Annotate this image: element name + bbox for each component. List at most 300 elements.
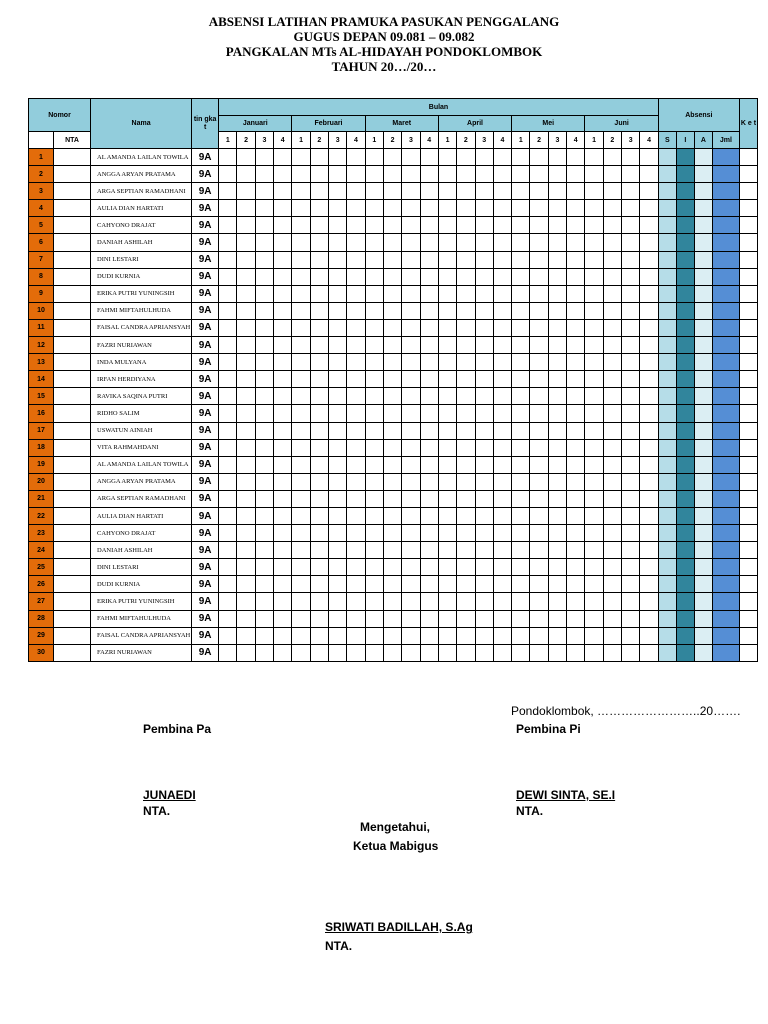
week-cell [475, 388, 493, 405]
week-cell [274, 388, 292, 405]
nta-cell [54, 542, 91, 559]
week-cell [255, 644, 273, 661]
week-cell [640, 644, 659, 661]
week-cell [420, 319, 438, 336]
absensi-jml-cell [712, 439, 739, 456]
nta-cell [54, 559, 91, 576]
week-cell [420, 473, 438, 490]
week-cell [603, 593, 621, 610]
week-cell [438, 371, 456, 388]
week-cell [219, 149, 237, 166]
week-cell [493, 490, 511, 507]
week-cell [622, 542, 640, 559]
nta-cell [54, 439, 91, 456]
week-cell [274, 285, 292, 302]
week-cell [603, 268, 621, 285]
week-cell [603, 302, 621, 319]
week-cell [365, 285, 383, 302]
absensi-i-cell [676, 422, 694, 439]
week-cell [237, 490, 255, 507]
week-cell [475, 166, 493, 183]
week-cell [585, 644, 603, 661]
week-cell [292, 251, 310, 268]
week-cell [219, 354, 237, 371]
week-cell [622, 183, 640, 200]
absensi-a-cell [694, 507, 712, 524]
week-cell [292, 473, 310, 490]
week-cell [493, 302, 511, 319]
week-cell [567, 422, 585, 439]
week-cell [255, 473, 273, 490]
week-cell [512, 354, 530, 371]
week-cell [383, 627, 401, 644]
table-row [29, 217, 758, 234]
header-week: 4 [567, 132, 585, 149]
absensi-i-cell [676, 217, 694, 234]
week-cell [603, 439, 621, 456]
week-cell [219, 388, 237, 405]
week-cell [402, 490, 420, 507]
student-name: DUDI KURNIA [91, 576, 192, 593]
student-name: ANGGA ARYAN PRATAMA [91, 473, 192, 490]
table-row [29, 644, 758, 661]
row-number: 24 [29, 542, 54, 559]
week-cell [292, 183, 310, 200]
week-cell [622, 285, 640, 302]
week-cell [292, 149, 310, 166]
absensi-s-cell [658, 354, 676, 371]
absensi-s-cell [658, 285, 676, 302]
week-cell [512, 439, 530, 456]
week-cell [493, 166, 511, 183]
week-cell [383, 610, 401, 627]
week-cell [438, 354, 456, 371]
week-cell [475, 354, 493, 371]
week-cell [548, 422, 566, 439]
week-cell [457, 507, 475, 524]
row-number: 4 [29, 200, 54, 217]
absensi-jml-cell [712, 354, 739, 371]
absensi-s-cell [658, 525, 676, 542]
week-cell [219, 200, 237, 217]
absensi-jml-cell [712, 422, 739, 439]
week-cell [622, 559, 640, 576]
week-cell [512, 337, 530, 354]
row-number: 20 [29, 473, 54, 490]
week-cell [622, 422, 640, 439]
absensi-a-cell [694, 302, 712, 319]
week-cell [402, 319, 420, 336]
week-cell [548, 371, 566, 388]
week-cell [383, 542, 401, 559]
table-row [29, 593, 758, 610]
week-cell [567, 525, 585, 542]
week-cell [383, 354, 401, 371]
week-cell [548, 149, 566, 166]
week-cell [457, 439, 475, 456]
week-cell [512, 405, 530, 422]
header-nama: Nama [91, 99, 192, 149]
week-cell [219, 422, 237, 439]
week-cell [512, 456, 530, 473]
week-cell [383, 268, 401, 285]
week-cell [420, 166, 438, 183]
student-name: AL AMANDA LAILAN TOWILA [91, 149, 192, 166]
week-cell [255, 285, 273, 302]
week-cell [622, 593, 640, 610]
week-cell [438, 183, 456, 200]
row-number: 6 [29, 234, 54, 251]
week-cell [493, 456, 511, 473]
week-cell [512, 507, 530, 524]
week-cell [475, 217, 493, 234]
week-cell [457, 217, 475, 234]
table-row [29, 576, 758, 593]
absensi-jml-cell [712, 234, 739, 251]
absensi-jml-cell [712, 559, 739, 576]
row-number: 8 [29, 268, 54, 285]
table-row [29, 319, 758, 336]
week-cell [640, 422, 659, 439]
week-cell [530, 337, 548, 354]
week-cell [310, 302, 328, 319]
week-cell [347, 183, 365, 200]
student-tingkat: 9A [192, 610, 219, 627]
week-cell [438, 439, 456, 456]
absensi-s-cell [658, 542, 676, 559]
week-cell [347, 166, 365, 183]
week-cell [530, 644, 548, 661]
ket-cell [739, 354, 757, 371]
week-cell [493, 610, 511, 627]
absensi-a-cell [694, 251, 712, 268]
week-cell [475, 422, 493, 439]
week-cell [640, 610, 659, 627]
absensi-s-cell [658, 302, 676, 319]
week-cell [622, 627, 640, 644]
week-cell [493, 217, 511, 234]
absensi-jml-cell [712, 456, 739, 473]
week-cell [310, 251, 328, 268]
absensi-a-cell [694, 234, 712, 251]
week-cell [640, 627, 659, 644]
week-cell [237, 593, 255, 610]
week-cell [438, 285, 456, 302]
ket-cell [739, 456, 757, 473]
pembina-pi-nta: NTA. [516, 804, 544, 818]
student-tingkat: 9A [192, 405, 219, 422]
week-cell [475, 456, 493, 473]
week-cell [329, 217, 347, 234]
week-cell [548, 439, 566, 456]
nta-cell [54, 354, 91, 371]
absensi-a-cell [694, 576, 712, 593]
absensi-i-cell [676, 593, 694, 610]
week-cell [548, 319, 566, 336]
week-cell [640, 200, 659, 217]
absensi-a-cell [694, 542, 712, 559]
week-cell [548, 200, 566, 217]
week-cell [237, 576, 255, 593]
week-cell [329, 337, 347, 354]
week-cell [475, 644, 493, 661]
week-cell [585, 319, 603, 336]
row-number: 30 [29, 644, 54, 661]
week-cell [329, 576, 347, 593]
nta-cell [54, 337, 91, 354]
week-cell [310, 473, 328, 490]
week-cell [402, 285, 420, 302]
week-cell [585, 337, 603, 354]
week-cell [329, 251, 347, 268]
week-cell [292, 371, 310, 388]
table-row [29, 166, 758, 183]
absensi-i-cell [676, 166, 694, 183]
absensi-jml-cell [712, 200, 739, 217]
week-cell [383, 183, 401, 200]
week-cell [548, 354, 566, 371]
header-week: 1 [585, 132, 603, 149]
absensi-jml-cell [712, 627, 739, 644]
week-cell [292, 576, 310, 593]
week-cell [420, 354, 438, 371]
week-cell [622, 149, 640, 166]
week-cell [402, 371, 420, 388]
header-bulan: Bulan [219, 99, 659, 116]
week-cell [585, 371, 603, 388]
week-cell [365, 576, 383, 593]
absensi-jml-cell [712, 302, 739, 319]
nta-cell [54, 422, 91, 439]
week-cell [567, 559, 585, 576]
student-name: ERIKA PUTRI YUNINGSIH [91, 285, 192, 302]
week-cell [457, 302, 475, 319]
week-cell [329, 371, 347, 388]
ket-cell [739, 644, 757, 661]
week-cell [274, 525, 292, 542]
week-cell [383, 388, 401, 405]
week-cell [530, 490, 548, 507]
week-cell [603, 217, 621, 234]
absensi-i-cell [676, 371, 694, 388]
absensi-s-cell [658, 319, 676, 336]
week-cell [567, 644, 585, 661]
week-cell [219, 627, 237, 644]
week-cell [457, 644, 475, 661]
week-cell [255, 559, 273, 576]
week-cell [585, 525, 603, 542]
row-number: 28 [29, 610, 54, 627]
header-absensi-a: A [694, 132, 712, 149]
week-cell [274, 337, 292, 354]
week-cell [640, 490, 659, 507]
absensi-i-cell [676, 251, 694, 268]
absensi-i-cell [676, 183, 694, 200]
week-cell [219, 234, 237, 251]
absensi-jml-cell [712, 525, 739, 542]
week-cell [640, 559, 659, 576]
week-cell [457, 456, 475, 473]
week-cell [274, 542, 292, 559]
week-cell [347, 268, 365, 285]
week-cell [420, 576, 438, 593]
week-cell [438, 388, 456, 405]
nta-cell [54, 183, 91, 200]
week-cell [219, 183, 237, 200]
week-cell [475, 268, 493, 285]
week-cell [420, 422, 438, 439]
week-cell [402, 234, 420, 251]
week-cell [548, 166, 566, 183]
week-cell [640, 525, 659, 542]
week-cell [237, 559, 255, 576]
header-week: 3 [622, 132, 640, 149]
student-tingkat: 9A [192, 388, 219, 405]
week-cell [420, 200, 438, 217]
absensi-s-cell [658, 217, 676, 234]
week-cell [292, 217, 310, 234]
week-cell [567, 302, 585, 319]
week-cell [420, 337, 438, 354]
absensi-i-cell [676, 405, 694, 422]
week-cell [420, 507, 438, 524]
week-cell [292, 337, 310, 354]
week-cell [603, 337, 621, 354]
absensi-s-cell [658, 183, 676, 200]
week-cell [347, 302, 365, 319]
week-cell [585, 610, 603, 627]
week-cell [274, 354, 292, 371]
week-cell [310, 422, 328, 439]
week-cell [402, 166, 420, 183]
week-cell [530, 354, 548, 371]
week-cell [255, 422, 273, 439]
week-cell [548, 610, 566, 627]
week-cell [402, 302, 420, 319]
week-cell [347, 337, 365, 354]
ket-cell [739, 490, 757, 507]
week-cell [567, 166, 585, 183]
week-cell [548, 183, 566, 200]
week-cell [512, 644, 530, 661]
week-cell [530, 422, 548, 439]
week-cell [274, 302, 292, 319]
table-row [29, 200, 758, 217]
week-cell [329, 405, 347, 422]
student-name: AULIA DIAN HARTATI [91, 507, 192, 524]
week-cell [512, 149, 530, 166]
week-cell [530, 559, 548, 576]
week-cell [530, 473, 548, 490]
student-name: CAHYONO DRAJAT [91, 525, 192, 542]
week-cell [567, 507, 585, 524]
week-cell [347, 644, 365, 661]
nta-cell [54, 456, 91, 473]
week-cell [567, 337, 585, 354]
week-cell [438, 319, 456, 336]
week-cell [237, 405, 255, 422]
week-cell [292, 302, 310, 319]
week-cell [585, 559, 603, 576]
week-cell [219, 217, 237, 234]
week-cell [603, 388, 621, 405]
week-cell [347, 525, 365, 542]
week-cell [438, 473, 456, 490]
week-cell [383, 302, 401, 319]
week-cell [438, 251, 456, 268]
week-cell [255, 217, 273, 234]
week-cell [310, 627, 328, 644]
header-nta: NTA [54, 132, 91, 149]
week-cell [603, 559, 621, 576]
absensi-jml-cell [712, 507, 739, 524]
absensi-jml-cell [712, 542, 739, 559]
week-cell [640, 354, 659, 371]
week-cell [219, 371, 237, 388]
week-cell [292, 388, 310, 405]
week-cell [585, 422, 603, 439]
week-cell [493, 388, 511, 405]
week-cell [457, 319, 475, 336]
week-cell [548, 388, 566, 405]
ket-cell [739, 251, 757, 268]
table-row [29, 405, 758, 422]
week-cell [310, 337, 328, 354]
week-cell [219, 302, 237, 319]
nta-cell [54, 251, 91, 268]
absensi-a-cell [694, 490, 712, 507]
week-cell [383, 473, 401, 490]
week-cell [585, 576, 603, 593]
week-cell [585, 456, 603, 473]
week-cell [310, 507, 328, 524]
week-cell [530, 200, 548, 217]
week-cell [347, 559, 365, 576]
week-cell [567, 234, 585, 251]
week-cell [530, 166, 548, 183]
week-cell [475, 371, 493, 388]
absensi-s-cell [658, 593, 676, 610]
week-cell [255, 234, 273, 251]
student-tingkat: 9A [192, 439, 219, 456]
week-cell [365, 234, 383, 251]
table-row [29, 371, 758, 388]
week-cell [365, 337, 383, 354]
week-cell [365, 371, 383, 388]
header-absensi-s: S [658, 132, 676, 149]
week-cell [274, 473, 292, 490]
week-cell [402, 627, 420, 644]
week-cell [640, 234, 659, 251]
week-cell [475, 525, 493, 542]
table-row [29, 183, 758, 200]
student-tingkat: 9A [192, 354, 219, 371]
week-cell [493, 371, 511, 388]
ket-cell [739, 388, 757, 405]
student-tingkat: 9A [192, 149, 219, 166]
week-cell [548, 593, 566, 610]
absensi-a-cell [694, 388, 712, 405]
week-cell [548, 473, 566, 490]
absensi-s-cell [658, 371, 676, 388]
header-absensi: Absensi [658, 99, 739, 132]
week-cell [420, 183, 438, 200]
header-nomor-blank [29, 132, 54, 149]
week-cell [585, 217, 603, 234]
absensi-a-cell [694, 200, 712, 217]
absensi-s-cell [658, 559, 676, 576]
week-cell [512, 610, 530, 627]
